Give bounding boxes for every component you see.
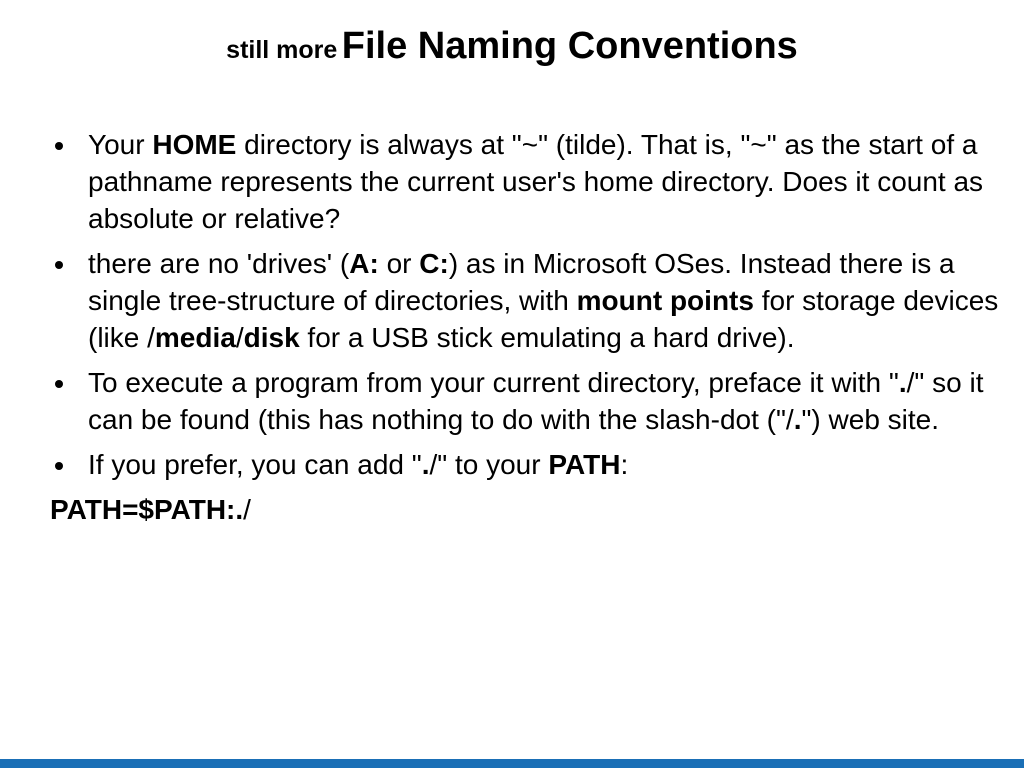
bullet-bold-text: media <box>154 322 236 353</box>
bullet-item-drives <box>50 245 1000 356</box>
bullet-text: To execute a program from your current directory, preface it with " <box>88 367 899 398</box>
bullet-bold-text: disk <box>243 322 300 353</box>
bullet-bold-text: A: <box>349 248 379 279</box>
bullet-text: for storage devices (like / <box>88 285 999 353</box>
slide-content <box>50 126 1000 528</box>
bullet-dot-icon <box>55 261 63 269</box>
bullet-text: there are no 'drives' ( <box>88 248 350 279</box>
bullet-text: or <box>378 248 420 279</box>
title-prefix: still more <box>226 36 338 64</box>
bullet-text: If you prefer, you can add " <box>88 449 422 480</box>
bullet-dot-icon <box>55 142 63 150</box>
path-command-bold: PATH=$PATH:. <box>50 494 244 525</box>
bullet-item-home <box>50 126 1000 237</box>
bullet-text: directory is always at "~" (tilde). That is, "~" as the start of a pathname represents the current user's home directory. Does it count as absolute or relative? <box>88 129 984 234</box>
path-command-tail: / <box>243 494 251 525</box>
bullet-text: /" so it can be found (this has nothing to do with the slash-dot ("/ <box>88 367 984 435</box>
bullet-dot-icon <box>55 380 63 388</box>
bullet-bold-text: PATH <box>548 449 621 480</box>
bullet-bold-text: . <box>421 449 430 480</box>
bullet-bold-text: HOME <box>152 129 237 160</box>
bullet-bold-text: . <box>793 404 802 435</box>
bullet-text: : <box>620 449 629 480</box>
bullet-text: Your <box>88 129 153 160</box>
bullet-bold-text: C: <box>419 248 449 279</box>
bullet-item-path <box>50 446 1000 483</box>
bullet-text: for a USB stick emulating a hard drive). <box>299 322 795 353</box>
bullet-text: ) as in Microsoft OSes. Instead there is a single tree-structure of directories, with <box>88 248 955 316</box>
bullet-dot-icon <box>55 462 63 470</box>
bullet-bold-text: . <box>898 367 907 398</box>
bullet-list <box>50 126 1000 483</box>
bullet-text: / <box>235 322 244 353</box>
bullet-item-execute <box>50 364 1000 438</box>
path-command-line <box>50 491 1000 528</box>
bullet-text: /" to your <box>429 449 549 480</box>
slide-title <box>0 26 1024 68</box>
bullet-text: ") web site. <box>801 404 940 435</box>
bullet-bold-text: mount points <box>576 285 754 316</box>
title-main: File Naming Conventions <box>341 25 798 67</box>
bottom-accent-bar <box>0 759 1024 768</box>
